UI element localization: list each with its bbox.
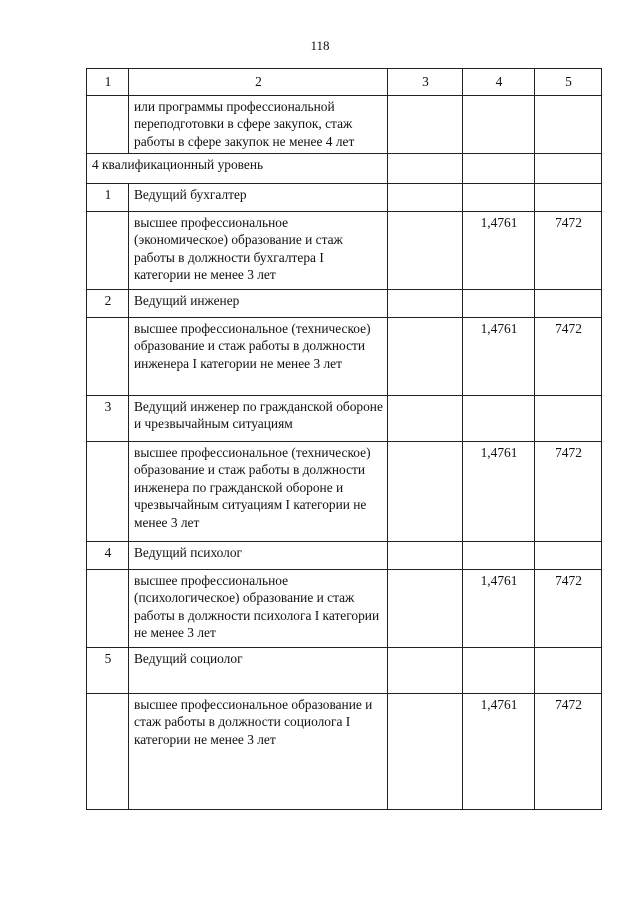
empty-cell xyxy=(388,290,463,318)
table-row-position xyxy=(87,542,602,570)
position-coefficient: 1,4761 xyxy=(463,694,535,810)
position-salary: 7472 xyxy=(535,694,602,810)
empty-cell xyxy=(388,570,463,648)
position-number: 4 xyxy=(87,542,129,570)
table-row-requirement xyxy=(87,442,602,542)
empty-cell xyxy=(535,542,602,570)
empty-cell xyxy=(388,442,463,542)
position-requirement: высшее профессиональное (экономическое) образование и стаж работы в должности бухгалтера I категории не менее 3 лет xyxy=(129,212,388,290)
table-row-continuation xyxy=(87,96,602,154)
position-title: Ведущий инженер по гражданской обороне и чрезвычайным ситуациям xyxy=(129,396,388,442)
position-coefficient: 1,4761 xyxy=(463,318,535,396)
empty-cell xyxy=(535,648,602,694)
position-number: 3 xyxy=(87,396,129,442)
empty-cell xyxy=(463,184,535,212)
empty-cell xyxy=(388,154,463,184)
position-requirement: высшее профессиональное (психологическое) образование и стаж работы в должности психолога I категории не менее 3 лет xyxy=(129,570,388,648)
empty-cell xyxy=(463,154,535,184)
position-requirement: высшее профессиональное (техническое) образование и стаж работы в должности инженера по гражданской обороне и чрезвычайным ситуациям I категории не менее 3 лет xyxy=(129,442,388,542)
header-cell-3: 3 xyxy=(388,69,463,96)
position-number: 1 xyxy=(87,184,129,212)
empty-cell xyxy=(535,290,602,318)
position-salary: 7472 xyxy=(535,212,602,290)
page-number: 118 xyxy=(310,38,330,53)
table-row-position xyxy=(87,648,602,694)
position-salary: 7472 xyxy=(535,570,602,648)
table-row-requirement xyxy=(87,694,602,810)
position-salary: 7472 xyxy=(535,318,602,396)
table-row-position xyxy=(87,290,602,318)
header-cell-2: 2 xyxy=(129,69,388,96)
empty-cell xyxy=(463,396,535,442)
position-title: Ведущий инженер xyxy=(129,290,388,318)
empty-cell xyxy=(388,648,463,694)
empty-cell xyxy=(388,212,463,290)
position-requirement: высшее профессиональное образование и стаж работы в должности социолога I категории не менее 3 лет xyxy=(129,694,388,810)
table-row-requirement xyxy=(87,570,602,648)
position-title: Ведущий бухгалтер xyxy=(129,184,388,212)
qualification-table xyxy=(86,68,602,810)
empty-cell xyxy=(535,96,602,154)
empty-cell xyxy=(463,648,535,694)
empty-cell xyxy=(463,542,535,570)
qualification-level-label: 4 квалификационный уровень xyxy=(87,154,388,184)
empty-cell xyxy=(87,96,129,154)
empty-cell xyxy=(535,154,602,184)
position-coefficient: 1,4761 xyxy=(463,212,535,290)
empty-cell xyxy=(87,318,129,396)
empty-cell xyxy=(388,396,463,442)
table-row-position xyxy=(87,184,602,212)
position-number: 2 xyxy=(87,290,129,318)
header-cell-1: 1 xyxy=(87,69,129,96)
empty-cell xyxy=(463,96,535,154)
empty-cell xyxy=(87,694,129,810)
position-title: Ведущий социолог xyxy=(129,648,388,694)
header-cell-5: 5 xyxy=(535,69,602,96)
table-row-level xyxy=(87,154,602,184)
empty-cell xyxy=(388,318,463,396)
empty-cell xyxy=(535,184,602,212)
empty-cell xyxy=(388,694,463,810)
header-cell-4: 4 xyxy=(463,69,535,96)
table-row-position xyxy=(87,396,602,442)
table-header-row xyxy=(87,69,602,96)
empty-cell xyxy=(87,570,129,648)
position-requirement: высшее профессиональное (техническое) образование и стаж работы в должности инженера I категории не менее 3 лет xyxy=(129,318,388,396)
empty-cell xyxy=(463,290,535,318)
table-row-requirement xyxy=(87,212,602,290)
empty-cell xyxy=(388,542,463,570)
continuation-text: или программы профессиональной переподготовки в сфере закупок, стаж работы в сфере закупок не менее 4 лет xyxy=(129,96,388,154)
empty-cell xyxy=(87,442,129,542)
position-coefficient: 1,4761 xyxy=(463,442,535,542)
empty-cell xyxy=(388,96,463,154)
empty-cell xyxy=(87,212,129,290)
position-title: Ведущий психолог xyxy=(129,542,388,570)
position-salary: 7472 xyxy=(535,442,602,542)
empty-cell xyxy=(535,396,602,442)
empty-cell xyxy=(388,184,463,212)
position-coefficient: 1,4761 xyxy=(463,570,535,648)
table-row-requirement xyxy=(87,318,602,396)
position-number: 5 xyxy=(87,648,129,694)
